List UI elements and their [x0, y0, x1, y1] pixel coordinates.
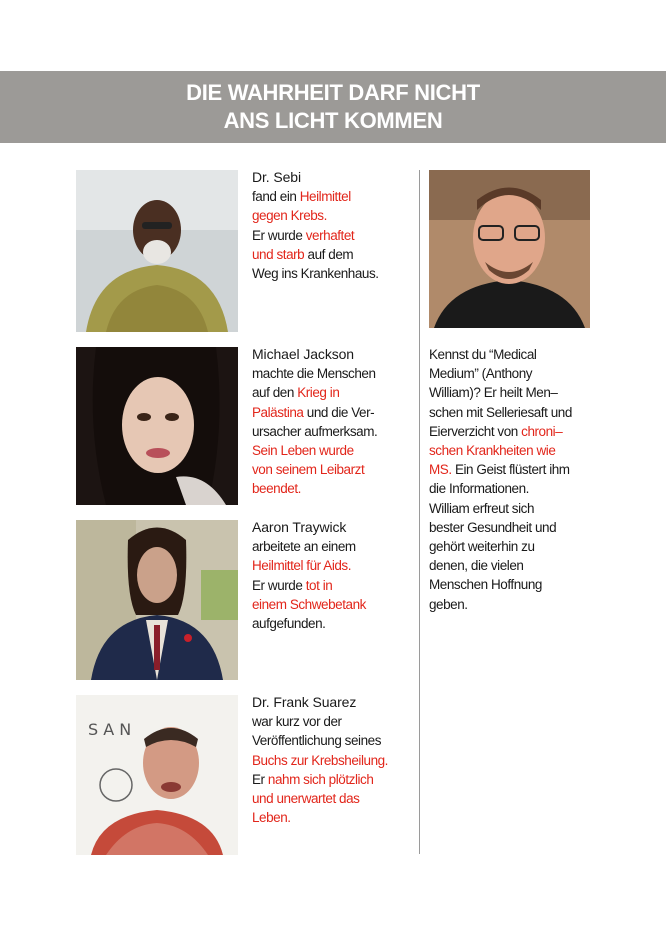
- text-line: [429, 479, 572, 498]
- text-line: [429, 403, 572, 422]
- body-text: Er wurde: [252, 227, 306, 243]
- person-name: Dr. Sebi: [252, 169, 301, 185]
- title-banner: [0, 71, 666, 143]
- body-text: Er wurde: [252, 577, 306, 593]
- person-name: Michael Jackson: [252, 346, 354, 362]
- text-line: [429, 556, 572, 575]
- entry-aaron-traywick: [252, 518, 366, 633]
- body-text: fand ein: [252, 189, 300, 205]
- text-line: [429, 441, 572, 460]
- text-line: [252, 479, 377, 498]
- column-divider: [419, 170, 420, 854]
- highlight-text: Palästina: [252, 404, 304, 420]
- text-line: [252, 364, 377, 383]
- highlight-text: und starb: [252, 246, 305, 262]
- text-line: [252, 751, 388, 770]
- text-line: [252, 187, 379, 206]
- body-text: die Informationen.: [429, 481, 529, 497]
- text-line: [252, 614, 366, 633]
- text-line: [252, 422, 377, 441]
- body-text: Er: [252, 771, 268, 787]
- text-line: [252, 537, 366, 556]
- text-line: [252, 595, 366, 614]
- highlight-text: chroni–: [521, 423, 563, 439]
- medical-medium-text: [429, 345, 572, 614]
- body-text: schen mit Selleriesaft und: [429, 404, 572, 420]
- body-text: auf den: [252, 385, 298, 401]
- text-line: [252, 789, 388, 808]
- body-text: aufgefunden.: [252, 616, 326, 632]
- photo-dr-sebi: [76, 170, 238, 332]
- photo-michael-jackson: [76, 347, 238, 505]
- text-line: [252, 206, 379, 225]
- body-text: Weg ins Krankenhaus.: [252, 266, 379, 282]
- entry-dr-sebi: [252, 168, 379, 283]
- text-line: [252, 731, 388, 750]
- highlight-text: einem Schwebetank: [252, 596, 366, 612]
- title-line-2: ANS LICHT KOMMEN: [223, 108, 443, 133]
- text-line: [252, 770, 388, 789]
- text-line: [252, 441, 377, 460]
- text-line: [429, 345, 572, 364]
- body-text: war kurz vor der: [252, 714, 342, 730]
- text-line: [252, 226, 379, 245]
- text-line: [252, 712, 388, 731]
- person-name: Dr. Frank Suarez: [252, 694, 357, 710]
- highlight-text: Leben.: [252, 810, 291, 826]
- body-text: ursacher aufmerksam.: [252, 423, 378, 439]
- text-line: [252, 383, 377, 402]
- body-text: arbeitete an einem: [252, 539, 356, 555]
- highlight-text: Heilmittel für Aids.: [252, 558, 352, 574]
- text-line: [252, 403, 377, 422]
- photo-aaron-traywick: [76, 520, 238, 680]
- body-text: William erfreut sich: [429, 500, 535, 516]
- svg-text:S A N: S A N: [88, 720, 132, 739]
- body-text: Ein Geist flüstert ihm: [451, 462, 570, 478]
- text-line: [252, 808, 388, 827]
- body-text: und die Ver-: [303, 404, 375, 420]
- body-text: denen, die vielen: [429, 558, 524, 574]
- body-text: bester Gesundheit und: [429, 519, 557, 535]
- text-line: [252, 460, 377, 479]
- highlight-text: gegen Krebs.: [252, 208, 327, 224]
- photo-frank-suarez: [76, 695, 238, 855]
- body-text: Eierverzicht von: [429, 423, 522, 439]
- highlight-text: Sein Leben wurde: [252, 443, 354, 459]
- highlight-text: tot in: [305, 577, 333, 593]
- body-text: William)? Er heilt Men–: [429, 385, 558, 401]
- highlight-text: beendet.: [252, 481, 301, 497]
- highlight-text: schen Krankheiten wie: [429, 443, 556, 459]
- highlight-text: nahm sich plötzlich: [267, 771, 374, 787]
- text-line: [252, 576, 366, 595]
- text-line: [429, 575, 572, 594]
- highlight-text: von seinem Leibarzt: [252, 462, 365, 478]
- text-line: [429, 518, 572, 537]
- text-line: [429, 595, 572, 614]
- body-text: Medium” (Anthony: [429, 366, 533, 382]
- title-line-1: DIE WAHRHEIT DARF NICHT: [186, 80, 480, 105]
- highlight-text: und unerwartet das: [252, 791, 360, 807]
- photo-anthony-william: [429, 170, 590, 328]
- text-line: [429, 364, 572, 383]
- text-line: [429, 460, 572, 479]
- body-text: auf dem: [304, 246, 354, 262]
- person-name: Aaron Traywick: [252, 519, 347, 535]
- text-line: [252, 556, 366, 575]
- highlight-text: Krieg in: [297, 385, 340, 401]
- text-line: [252, 264, 379, 283]
- text-line: [429, 499, 572, 518]
- text-line: [429, 422, 572, 441]
- highlight-text: Buchs zur Krebsheilung.: [252, 752, 388, 768]
- highlight-text: verhaftet: [305, 227, 355, 243]
- highlight-text: MS.: [429, 462, 452, 478]
- text-line: [252, 245, 379, 264]
- body-text: geben.: [429, 596, 468, 612]
- text-line: [429, 537, 572, 556]
- body-text: Veröffentlichung seines: [252, 733, 382, 749]
- body-text: Kennst du “Medical: [429, 347, 537, 362]
- body-text: machte die Menschen: [252, 366, 376, 382]
- highlight-text: Heilmittel: [299, 189, 351, 205]
- entry-michael-jackson: [252, 345, 377, 499]
- body-text: gehört weiterhin zu: [429, 539, 535, 555]
- text-line: [429, 383, 572, 402]
- body-text: Menschen Hoffnung: [429, 577, 542, 593]
- entry-frank-suarez: [252, 693, 388, 827]
